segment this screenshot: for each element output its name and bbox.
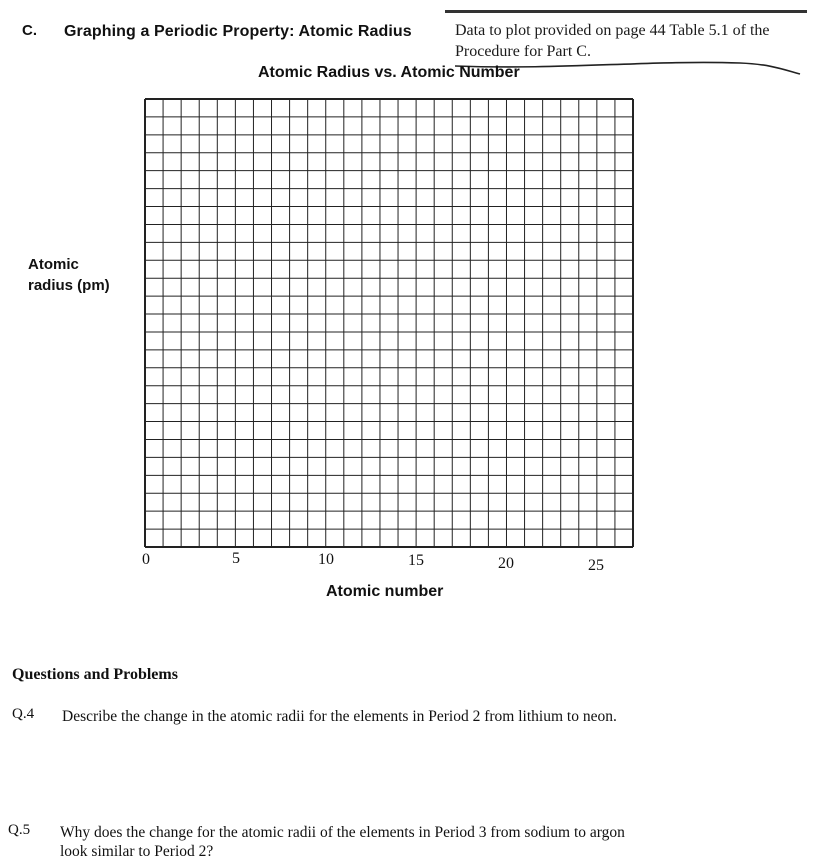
- x-tick-label: 25: [588, 557, 604, 574]
- x-tick-label: 15: [408, 552, 424, 569]
- y-axis-label-line-1: Atomic: [28, 256, 79, 273]
- section-title: Graphing a Periodic Property: Atomic Radius: [64, 23, 412, 40]
- section-letter: C.: [22, 22, 37, 39]
- y-axis-label: [28, 254, 110, 296]
- question-number: Q.5: [8, 822, 31, 838]
- x-axis-label: Atomic number: [326, 583, 444, 600]
- question-text: [60, 823, 760, 861]
- note-line-1: Data to plot provided on page 44 Table 5.1 of the: [455, 22, 770, 39]
- y-axis-label-line-2: radius (pm): [28, 277, 110, 294]
- x-tick-label: 5: [232, 550, 240, 567]
- x-tick-label: 0: [142, 551, 150, 568]
- chart-title: Atomic Radius vs. Atomic Number: [258, 64, 520, 81]
- x-tick-label: 20: [498, 555, 514, 572]
- question-number: Q.4: [12, 706, 35, 722]
- question-text-line-1: Why does the change for the atomic radii of the elements in Period 3 from sodium to argon: [60, 824, 625, 841]
- question-text: Describe the change in the atomic radii for the elements in Period 2 from lithium to neon.: [62, 708, 617, 725]
- questions-heading: Questions and Problems: [12, 666, 178, 683]
- graph-grid: [143, 97, 635, 549]
- question-text-line-2: look similar to Period 2?: [60, 843, 214, 860]
- x-tick-label: 10: [318, 551, 334, 568]
- note-line-2: Procedure for Part C.: [455, 43, 591, 60]
